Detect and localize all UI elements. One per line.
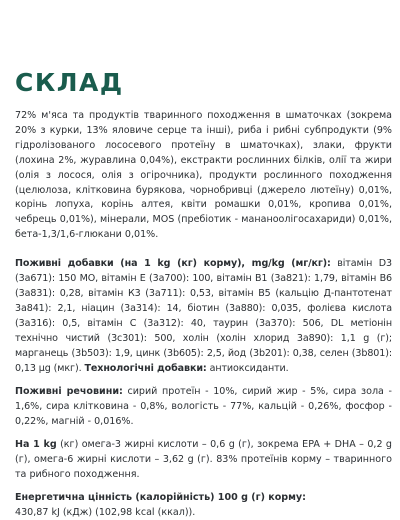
nutrients-label: Поживні речовини: (15, 386, 123, 398)
technological-additives-label: Технологічні добавки: (84, 363, 207, 375)
page-title: СКЛАД (15, 68, 124, 97)
nutrients-section (15, 384, 392, 429)
fatty-acids-label: На 1 kg (15, 439, 57, 451)
nutritional-additives-text: вітамін D3 (3а671): 150 МО, вітамін Е (3а700): 100, вітамін В1 (3а821): 1,79, вітамін В6 (3а831): 0,28, вітамін К3 (3а711): 0,53, вітамін В5 (кальцію Д-пантотенат 3а841): 2,1, ніацин (3а314): 14, біотин (3а880): 0,035, фолієва кислота (3а316): 0,5, вітамін С (3а312): 40, таурин (3а370): 506, DL метіонін технічно чистий (3с301): 500, холін (холін хлорид 3а890): 1,1 g (г); марганець (3b503): 1,9, цинк (3b605): 2,5, йод (3b201): 0,38, селен (3b801): 0,13 μg (мкг). (15, 258, 392, 375)
fatty-acids-section (15, 437, 392, 482)
energy-value: 430,87 kJ (кДж) (102,98 kcal (ккал)). (15, 507, 196, 519)
nutrients-text: сирий протеїн - 10%, сирий жир - 5%, сира зола - 1,6%, сира клітковина - 0,8%, вологість - 77%, кальцій - 0,26%, фосфор - 0,22%, магній - 0,016%. (15, 386, 392, 428)
ingredients-paragraph: 72% м'яса та продуктів тваринного походження в шматочках (зокрема 20% з курки, 13% яловиче серце та інші), риба і рибні субпродукти (9% гідролізованого лососевого протеїну в шматочках), злаки, фрукти (лохина 2%, журавлина 0,04%), екстракти рослинних білків, олії та жири (олія з лосося, олія з огірочника), продукти рослинного походження (целюлоза, клітковина бурякова, чорнобривці (джерело лютеїну) 0,01%, корінь лопуха, корінь алтея, квіти ромашки 0,01%, кропива 0,01%, чебрець 0,01%), мінерали, MOS (пребіотик - мананоолігосахариди) 0,01%, бета-1,3/1,6-глюкани 0,01%. (15, 110, 392, 241)
technological-additives-text: антиоксиданти. (206, 363, 289, 375)
fatty-acids-text: (кг) омега-3 жирні кислоти – 0,6 g (г), зокрема EPA + DHA – 0,2 g (г), омега-6 жирні кислоти – 3,62 g (г). 83% протеїнів корму – тваринного та рибного походження. (15, 439, 392, 481)
energy-label: Енергетична цінність (калорійність) 100 g (г) корму: (15, 492, 306, 504)
energy-section (15, 490, 392, 520)
nutritional-additives-label: Поживні добавки (на 1 kg (кг) корму), mg/kg (мг/кг): (15, 258, 331, 270)
nutritional-additives-section (15, 256, 392, 376)
